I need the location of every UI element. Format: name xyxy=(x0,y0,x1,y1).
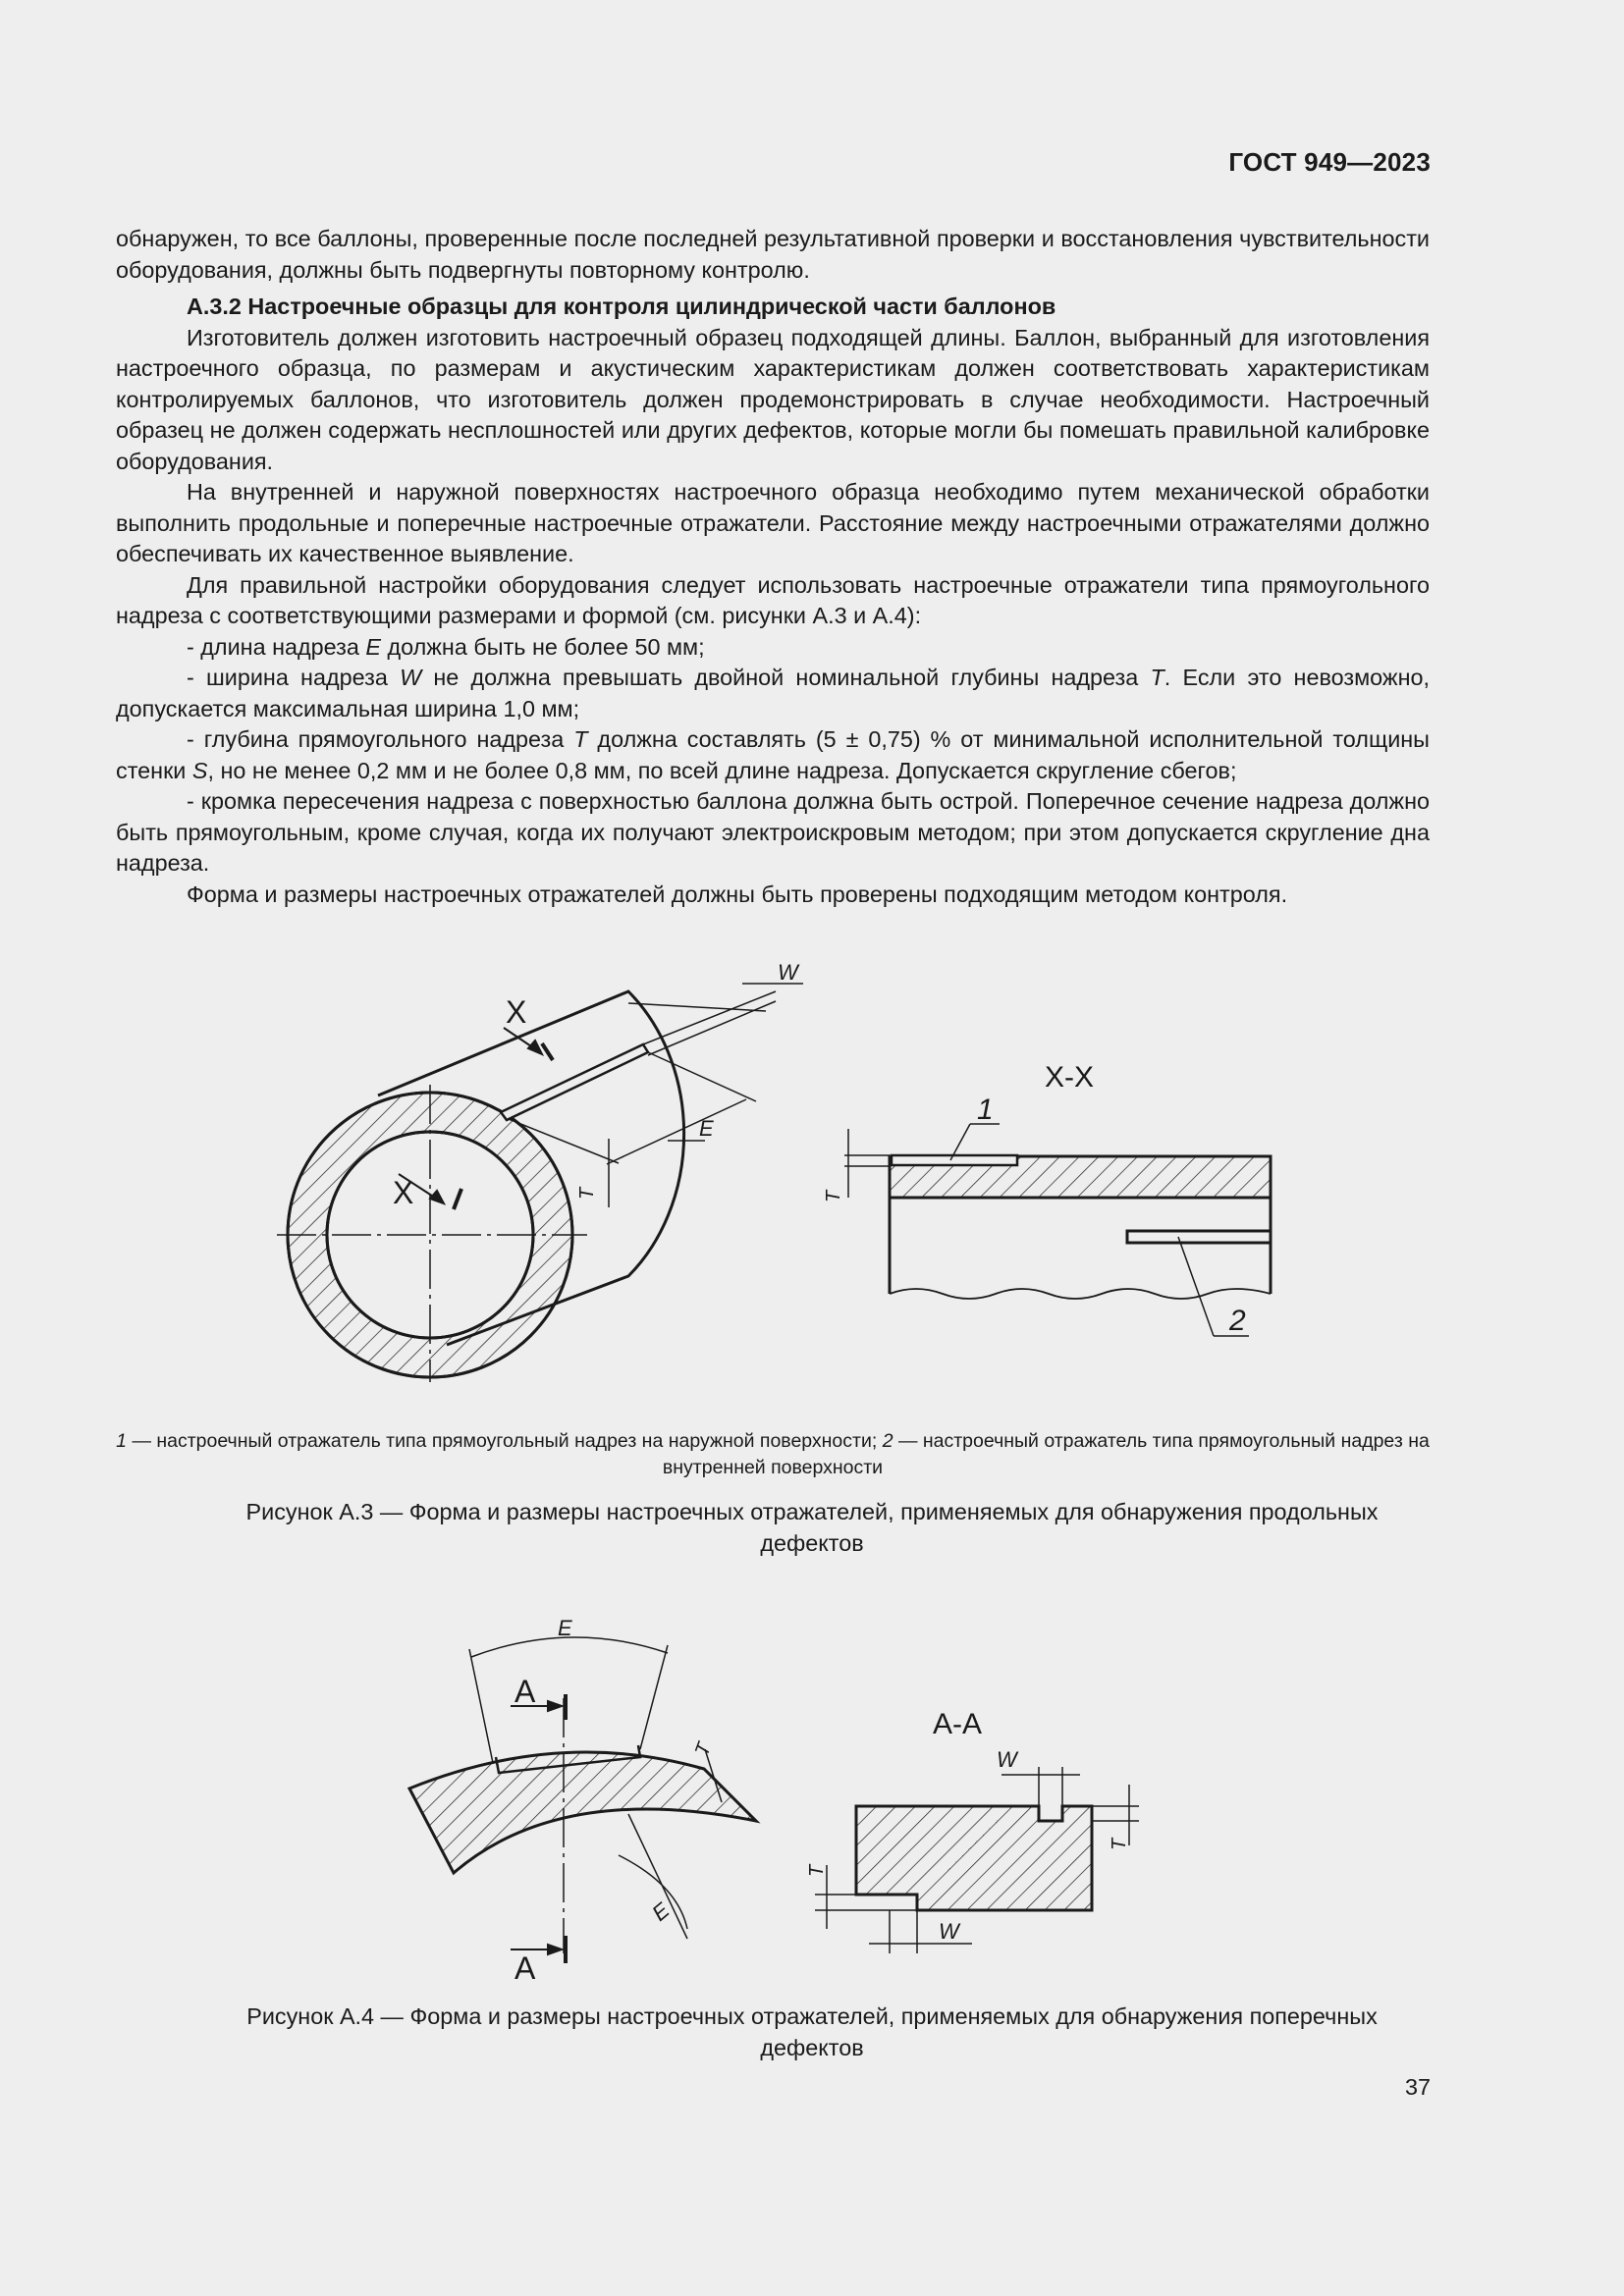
list-item: - кромка пересечения надреза с поверхностью баллона должна быть острой. Поперечное сечение надреза должно быть прямоугольным, кроме случая, когда их получают электроискровым методом; при этом допускается скругление дна надреза. xyxy=(116,788,1430,876)
paragraph: Форма и размеры настроечных отражателей должны быть проверены подходящим методом контроля. xyxy=(187,881,1288,907)
section-mark-a-lower: A xyxy=(514,1950,536,1983)
paragraph: обнаружен, то все баллоны, проверенные после последней результативной проверки и восстановления чувствительности оборудования, должны быть подвергнуты повторному контролю. xyxy=(116,226,1430,283)
figure-a3-legend: 1 — настроечный отражатель типа прямоугольный надрез на наружной поверхности; 2 — настроечный отражатель типа прямоугольный надрез на внутренней поверхности xyxy=(116,1430,1430,1478)
figure-a3-drawing xyxy=(0,947,1624,1409)
dim-label-w-top: W xyxy=(997,1747,1017,1772)
figure-a3 xyxy=(0,947,1624,1409)
dim-label-t-left: T xyxy=(806,1864,828,1877)
list-item: - глубина прямоугольного надреза T должна составлять (5 ± 0,75) % от минимальной исполнительной толщины стенки S, но не менее 0,2 мм и не более 0,8 мм, по всей длине надреза. Допускается скругление сбегов; xyxy=(116,726,1430,783)
figure-a4-drawing xyxy=(0,1590,1624,1983)
list-item: - ширина надреза W не должна превышать двойной номинальной глубины надреза T. Если это невозможно, допускается максимальная ширина 1,0 мм; xyxy=(116,665,1430,721)
dim-label-t-right: T xyxy=(1109,1838,1130,1850)
paragraph: Изготовитель должен изготовить настроечный образец подходящей длины. Баллон, выбранный для изготовления настроечного образца, по размерам и акустическим характеристикам должен соответствовать характеристикам контролируемых баллонов, что изготовитель должен продемонстрировать в случае необходимости. Настроечный образец не должен содержать несплошностей или других дефектов, которые могли бы помешать правильной калибровке оборудования. xyxy=(116,324,1430,474)
section-mark-a-upper: A xyxy=(514,1674,536,1709)
dim-label-e: E xyxy=(699,1116,714,1141)
paragraph: Для правильной настройки оборудования следует использовать настроечные отражатели типа прямоугольного надреза с соответствующими размерами и формой (см. рисунки А.3 и А.4): xyxy=(116,571,1430,628)
figure-a3-caption: Рисунок А.3 — Форма и размеры настроечных отражателей, применяемых для обнаружения продольных дефектов xyxy=(245,1499,1379,1556)
dim-label-w-bottom: W xyxy=(939,1919,959,1944)
section-mark-x-upper: X xyxy=(506,994,527,1030)
page-number: 37 xyxy=(1404,2074,1431,2100)
callout-2: 2 xyxy=(1229,1305,1246,1337)
callout-1: 1 xyxy=(977,1094,994,1126)
section-heading: А.3.2 Настроечные образцы для контроля цилиндрической части баллонов xyxy=(187,294,1056,319)
body-text xyxy=(116,224,1430,910)
dim-label-w: W xyxy=(778,960,798,985)
document-header: ГОСТ 949—2023 xyxy=(1228,147,1431,177)
list-item: - длина надреза E должна быть не более 50 мм; xyxy=(187,633,705,660)
figure-a4 xyxy=(0,1590,1624,1983)
paragraph: На внутренней и наружной поверхностях настроечного образца необходимо путем механической обработки выполнить продольные и поперечные настроечные отражатели. Расстояние между настроечными отражателями должно обеспечивать их качественное выявление. xyxy=(116,479,1430,566)
section-title-x-x: X-X xyxy=(1045,1061,1095,1094)
dim-label-t-section: T xyxy=(823,1190,844,1202)
figure-a4-caption: Рисунок А.4 — Форма и размеры настроечных отражателей, применяемых для обнаружения поперечных дефектов xyxy=(246,2003,1378,2060)
dim-label-t-arc: T xyxy=(691,1739,716,1759)
dim-label-t: T xyxy=(576,1187,598,1200)
dim-label-e-top: E xyxy=(558,1616,572,1640)
section-title-a-a: А-А xyxy=(933,1708,983,1740)
dim-label-e-arc: E xyxy=(647,1897,675,1926)
section-mark-x-lower: X xyxy=(393,1175,414,1210)
